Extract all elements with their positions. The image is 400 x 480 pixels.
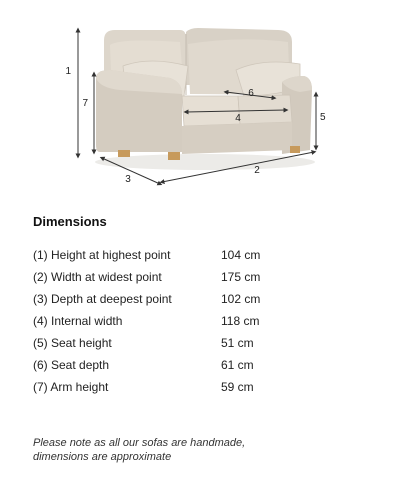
dimension-label: (6) Seat depth [33,358,110,372]
sofa-dimension-diagram [0,0,400,200]
dimension-label: (3) Depth at deepest point [33,292,172,306]
dimension-row [33,288,260,310]
callout-1: 1 [65,66,71,77]
dimension-label: (5) Seat height [33,336,112,350]
dimension-row [33,310,260,332]
dimension-value: 61 cm [221,358,254,372]
note-line-1: Please note as all our sofas are handmade, [33,437,246,449]
callout-7: 7 [82,98,88,109]
dimension-label: (1) Height at highest point [33,248,171,262]
dimension-row [33,376,260,398]
dimension-value: 104 cm [221,248,261,262]
dimension-value: 102 cm [221,292,261,306]
callout-2: 2 [254,165,260,176]
dimension-label: (7) Arm height [33,380,109,394]
dimension-value: 118 cm [221,314,260,328]
callout-4: 4 [235,113,241,124]
dimensions-heading: Dimensions [33,214,107,229]
note-line-2: dimensions are approximate [33,451,172,463]
dimension-row [33,244,260,266]
dimension-value: 51 cm [221,336,254,350]
callout-6: 6 [248,88,254,99]
dimensions-table [33,244,260,398]
sofa-illustration [95,28,315,170]
handmade-note [33,436,373,464]
callout-5: 5 [320,112,326,123]
dimension-value: 59 cm [221,380,254,394]
dimension-row [33,354,260,376]
dimension-label: (2) Width at widest point [33,270,162,284]
dimension-label: (4) Internal width [33,314,123,328]
dimension-row [33,266,260,288]
callout-3: 3 [125,174,131,185]
dimension-value: 175 cm [221,270,261,284]
dimension-row [33,332,260,354]
